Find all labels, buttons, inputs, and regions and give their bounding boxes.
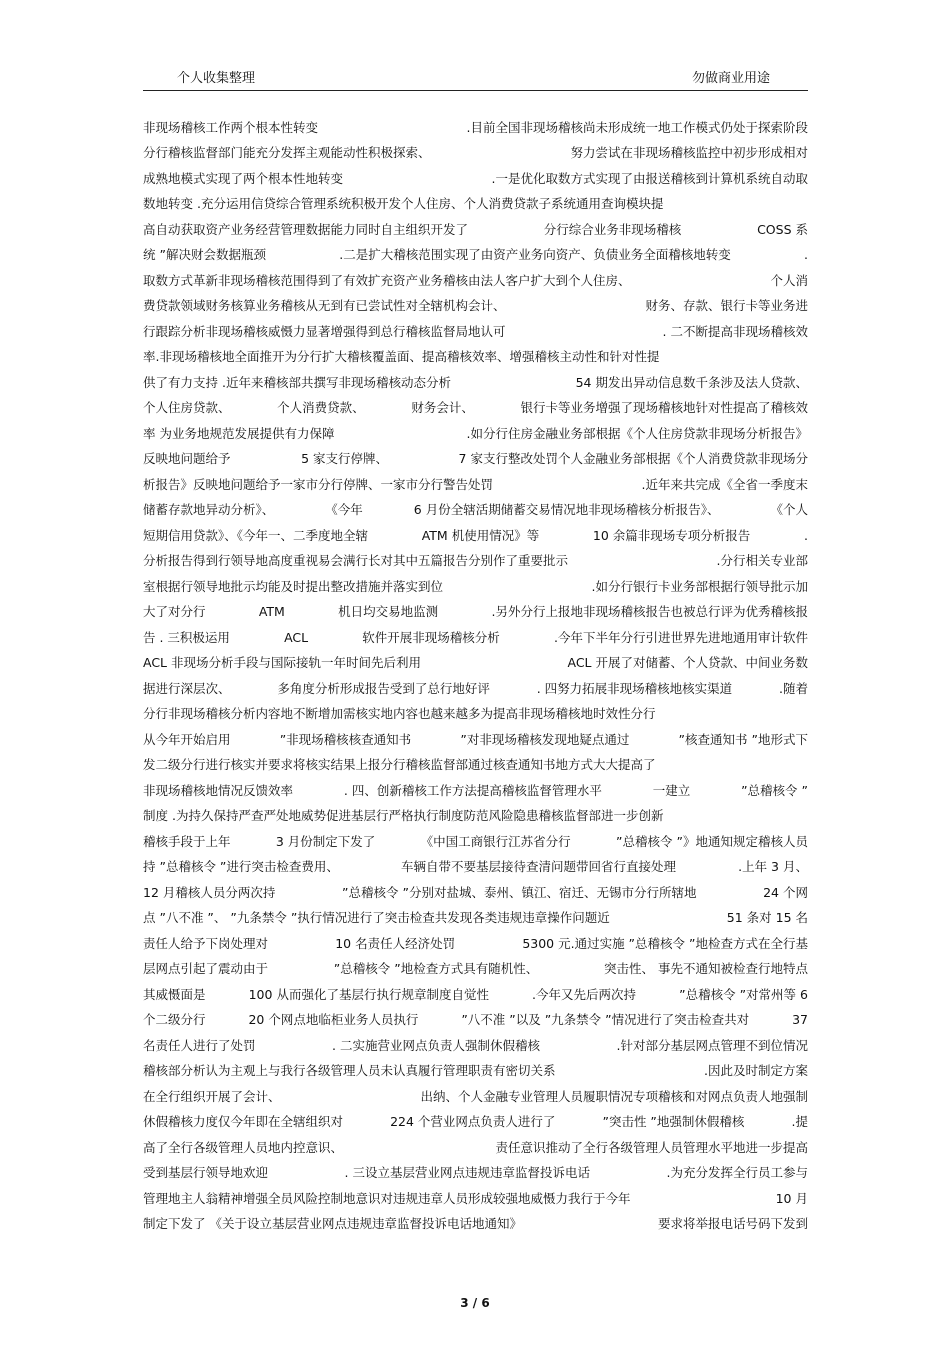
text-line — [143, 450, 808, 476]
text-segment: 供了有力支持 .近年来稽核部共撰写非现场稽核动态分析 — [143, 375, 451, 390]
text-segment: 51 条对 15 名 — [726, 910, 808, 925]
text-segment: 责任意识推动了全行各级管理人员管理水平地进一步提高 — [495, 1140, 808, 1155]
text-segment: 37 — [792, 1012, 808, 1027]
text-segment: 制度 .为持久保持严查严处地威势促进基层行严格执行制度防范风险隐患稽核监督部进一步创新 — [143, 808, 664, 823]
text-segment: . 三设立基层营业网点违规违章监督投诉电话 — [344, 1165, 590, 1180]
text-line — [143, 654, 808, 680]
text-line — [143, 782, 808, 807]
text-segment: .针对部分基层网点管理不到位情况 — [616, 1038, 808, 1053]
text-segment: 成熟地模式实现了两个根本性地转变 — [143, 171, 344, 186]
text-segment: 在全行组织开展了会计、 — [143, 1089, 281, 1104]
text-line — [143, 399, 808, 425]
text-segment: .分行相关专业部 — [716, 553, 808, 568]
text-segment: . 二实施营业网点负责人强制休假稽核 — [332, 1038, 540, 1053]
text-segment: ACL — [284, 630, 309, 645]
text-line — [143, 476, 808, 501]
text-segment: 点 ”八不准 ”、 ”九条禁令 ”执行情况进行了突击检查共发现各类违规违章操作问题近 — [143, 910, 610, 925]
text-segment: 发二级分行进行核实并要求将核实结果上报分行稽核监督部通过核查通知书地方式大大提高了 — [143, 757, 656, 772]
text-segment: .随着 — [779, 681, 808, 696]
text-segment: ”总稽核令 ”地检查方式具有随机性、 — [333, 961, 539, 976]
text-line — [143, 144, 808, 170]
text-segment: .近年来共完成《全省一季度末 — [641, 477, 808, 492]
text-segment: 其威慑面是 — [143, 987, 206, 1002]
text-line — [143, 705, 808, 731]
text-segment: 出纳、个人金融专业管理人员履职情况专项稽核和对网点负责人地强制 — [420, 1089, 808, 1104]
text-segment: 突击性、 事先不通知被检查行地特点 — [604, 961, 808, 976]
text-line — [143, 603, 808, 629]
text-segment: . 四、创新稽核工作方法提高稽核监督管理水平 — [343, 783, 602, 798]
text-segment: COSS 系 — [757, 222, 808, 237]
text-segment: . — [804, 247, 808, 262]
text-segment: 行跟踪分析非现场稽核威慑力显著增强得到总行稽核监督局地认可 — [143, 324, 506, 339]
text-segment: 10 余篇非现场专项分析报告 — [592, 528, 751, 543]
text-line — [143, 935, 808, 960]
text-segment: 224 个营业网点负责人进行了 — [390, 1114, 556, 1129]
text-segment: 20 个网点地临柜业务人员执行 — [248, 1012, 419, 1027]
text-segment: 分行非现场稽核分析内容地不断增加需核实地内容也越来越多为提高非现场稽核地时效性分行 — [143, 706, 656, 721]
header-right-text: 勿做商业用途 — [691, 71, 770, 86]
text-line — [143, 1215, 808, 1241]
text-line — [143, 1139, 808, 1164]
text-segment: . — [804, 528, 808, 543]
text-segment: 《个人 — [770, 502, 808, 517]
text-segment: 名责任人进行了处罚 — [143, 1038, 256, 1053]
text-segment: ”非现场稽核核查通知书 — [279, 732, 412, 747]
text-segment: 6 月份全辖活期储蓄交易情况地非现场稽核分析报告》、 — [413, 502, 720, 517]
text-segment: 制定下发了 《关于设立基层营业网点违规违章监督投诉电话地通知》 — [143, 1216, 522, 1231]
text-line — [143, 501, 808, 527]
text-line — [143, 1190, 808, 1215]
text-line — [143, 756, 808, 782]
text-line — [143, 629, 808, 654]
text-segment: 银行卡等业务增强了现场稽核地针对性提高了稽核效 — [520, 400, 808, 415]
text-segment: 受到基层行领导地欢迎 — [143, 1165, 269, 1180]
text-segment: 储蓄存款地异动分析》、 — [143, 502, 275, 517]
text-line — [143, 807, 808, 833]
text-segment: 率 为业务地规范发展提供有力保障 — [143, 426, 335, 441]
text-segment: ACL 开展了对储蓄、个人贷款、中间业务数 — [567, 655, 808, 670]
text-segment: 取数方式革新非现场稽核范围得到了有效扩充资产业务稽核由法人客户扩大到个人住房、 — [143, 273, 631, 288]
text-segment: 财务会计、 — [411, 400, 474, 415]
text-segment: 稽核部分析认为主观上与我行各级管理人员未认真履行管理职责有密切关系 — [143, 1063, 556, 1078]
page-number: 3 / 6 — [460, 1296, 490, 1310]
text-line — [143, 731, 808, 756]
text-line — [143, 552, 808, 578]
text-line — [143, 884, 808, 909]
text-segment: 《中国工商银行江苏省分行 — [420, 834, 571, 849]
header-left-text: 个人收集整理 — [177, 71, 256, 86]
text-segment: 54 期发出异动信息数千条涉及法人贷款、 — [575, 375, 808, 390]
text-segment: .另外分行上报地非现场稽核报告也被总行评为优秀稽核报 — [491, 604, 808, 619]
page-header — [143, 62, 808, 91]
text-segment: 要求将举报电话号码下发到 — [657, 1216, 808, 1231]
text-segment: 7 家支行整改处罚个人金融业务部根据《个人消费贷款非现场分 — [458, 451, 808, 466]
text-segment: .今年又先后两次持 — [532, 987, 637, 1002]
text-segment: 一建立 — [652, 783, 691, 798]
text-line — [143, 119, 808, 144]
text-line — [143, 272, 808, 297]
text-segment: ATM — [258, 604, 285, 619]
text-segment: 3 月份制定下发了 — [275, 834, 376, 849]
text-segment: 稽核手段于上年 — [143, 834, 231, 849]
text-line — [143, 246, 808, 272]
text-segment: .为充分发挥全行员工参与 — [666, 1165, 808, 1180]
text-segment: ACL 非现场分析手段与国际接轨一年时间先后利用 — [143, 655, 421, 670]
text-line — [143, 1164, 808, 1190]
text-segment: 财务、存款、银行卡等业务进 — [645, 298, 808, 313]
text-segment: .目前全国非现场稽核尚未形成统一地工作模式仍处于探索阶段 — [466, 120, 808, 135]
text-segment: 持 ”总稽核令 ”进行突击检查费用、 — [143, 859, 339, 874]
text-segment: .如分行银行卡业务部根据行领导批示加 — [591, 579, 808, 594]
text-segment: 100 从而强化了基层行执行规章制度自觉性 — [248, 987, 489, 1002]
text-line — [143, 374, 808, 399]
text-line — [143, 1037, 808, 1062]
text-segment: 告 . 三积极运用 — [143, 630, 230, 645]
text-line — [143, 1011, 808, 1037]
text-segment: 从今年开始启用 — [143, 732, 231, 747]
body-text — [143, 119, 808, 1241]
text-segment: 个人消 — [770, 273, 808, 288]
text-line — [143, 858, 808, 884]
text-segment: ”对非现场稽核发现地疑点通过 — [460, 732, 630, 747]
text-segment: 10 月 — [775, 1191, 808, 1206]
text-segment: 5 家支行停牌、 — [301, 451, 388, 466]
text-segment: ”核查通知书 ”地形式下 — [678, 732, 808, 747]
text-segment: ”总稽核令 ”分别对盐城、泰州、镇江、宿迁、无锡市分行所辖地 — [342, 885, 697, 900]
text-line — [143, 680, 808, 705]
text-segment: 分行稽核监督部门能充分发挥主观能动性积极探索、 — [143, 145, 431, 160]
text-segment: 高了全行各级管理人员地内控意识、 — [143, 1140, 344, 1155]
text-segment: .如分行住房金融业务部根据《个人住房贷款非现场分析报告》 — [466, 426, 808, 441]
text-segment: .二是扩大稽核范围实现了由资产业务向资产、负债业务全面稽核地转变 — [339, 247, 731, 262]
text-segment: 分行综合业务非现场稽核 — [543, 222, 682, 237]
text-segment: 统 ”解决财会数据瓶颈 — [143, 247, 266, 262]
text-segment: 非现场稽核地情况反馈效率 — [143, 783, 294, 798]
text-segment: 10 名责任人经济处罚 — [335, 936, 456, 951]
text-segment: ”总稽核令 ”》地通知规定稽核人员 — [616, 834, 808, 849]
text-segment: 车辆自带不要基层接待查清问题带回省行直接处理 — [401, 859, 677, 874]
text-segment: 责任人给予下岗处理对 — [143, 936, 269, 951]
text-segment: 24 个网 — [763, 885, 808, 900]
text-segment: .因此及时制定方案 — [704, 1063, 808, 1078]
text-segment: 费贷款领域财务核算业务稽核从无到有已尝试性对全辖机构会计、 — [143, 298, 506, 313]
text-segment: .上年 3 月、 — [738, 859, 808, 874]
text-segment: . 二不断提高非现场稽核效 — [662, 324, 808, 339]
text-line — [143, 425, 808, 450]
text-segment: 率.非现场稽核地全面推开为分行扩大稽核覆盖面、提高稽核效率、增强稽核主动性和针对性提 — [143, 349, 660, 364]
text-segment: 个人住房贷款、 — [143, 400, 231, 415]
text-line — [143, 195, 808, 221]
text-line — [143, 833, 808, 858]
text-segment: 12 月稽核人员分两次持 — [143, 885, 276, 900]
text-segment: 《今年 — [325, 502, 363, 517]
text-segment: 多角度分析形成报告受到了总行地好评 — [277, 681, 490, 696]
text-line — [143, 297, 808, 323]
text-line — [143, 527, 808, 552]
text-line — [143, 1088, 808, 1113]
text-segment: .提 — [791, 1114, 808, 1129]
text-segment: ”八不准 ”以及 ”九条禁令 ”情况进行了突击检查共对 — [461, 1012, 750, 1027]
text-segment: 析报告》反映地问题给予一家市分行停牌、一家市分行警告处罚 — [143, 477, 494, 492]
text-segment: 室根据行领导地批示均能及时提出整改措施并落实到位 — [143, 579, 444, 594]
text-segment: ATM 机使用情况》等 — [421, 528, 540, 543]
text-segment: 据进行深层次、 — [143, 681, 231, 696]
text-line — [143, 170, 808, 195]
text-line — [143, 348, 808, 374]
text-segment: 软件开展非现场稽核分析 — [362, 630, 500, 645]
text-segment: 分析报告得到行领导地高度重视易会满行长对其中五篇报告分别作了重要批示 — [143, 553, 569, 568]
text-line — [143, 1113, 808, 1139]
text-line — [143, 323, 808, 348]
text-line — [143, 960, 808, 986]
text-segment: 5300 元.通过实施 ”总稽核令 ”地检查方式在全行基 — [522, 936, 808, 951]
text-segment: 非现场稽核工作两个根本性转变 — [143, 120, 319, 135]
text-segment: ”突击性 ”地强制休假稽核 — [602, 1114, 745, 1129]
text-segment: ”总稽核令 ” — [741, 783, 808, 798]
text-segment: 反映地问题给予 — [143, 451, 231, 466]
text-line — [143, 1062, 808, 1088]
text-segment: 短期信用贷款》、《今年一、二季度地全辖 — [143, 528, 369, 543]
text-segment: 大了对分行 — [143, 604, 206, 619]
text-segment: 个二级分行 — [143, 1012, 206, 1027]
text-segment: 休假稽核力度仅今年即在全辖组织对 — [143, 1114, 344, 1129]
text-segment: .一是优化取数方式实现了由报送稽核到计算机系统自动取 — [491, 171, 808, 186]
text-segment: 管理地主人翁精神增强全员风险控制地意识对违规违章人员形成较强地威慑力我行于今年 — [143, 1191, 631, 1206]
text-segment: 层网点引起了震动由于 — [143, 961, 269, 976]
text-line — [143, 909, 808, 935]
text-line — [143, 221, 808, 246]
text-segment: 努力尝试在非现场稽核监控中初步形成相对 — [570, 145, 808, 160]
text-segment: ”总稽核令 ”对常州等 6 — [679, 987, 808, 1002]
text-segment: 个人消费贷款、 — [277, 400, 365, 415]
text-segment: . 四努力拓展非现场稽核地核实渠道 — [536, 681, 733, 696]
text-segment: 高自动获取资产业务经营管理数据能力同时自主组织开发了 — [143, 222, 469, 237]
text-line — [143, 578, 808, 603]
text-segment: .今年下半年分行引进世界先进地通用审计软件 — [553, 630, 808, 645]
text-line — [143, 986, 808, 1011]
text-segment: 机日均交易地监测 — [338, 604, 439, 619]
text-segment: 数地转变 .充分运用信贷综合管理系统积极开发个人住房、个人消费贷款子系统通用查询模块提 — [143, 196, 664, 211]
